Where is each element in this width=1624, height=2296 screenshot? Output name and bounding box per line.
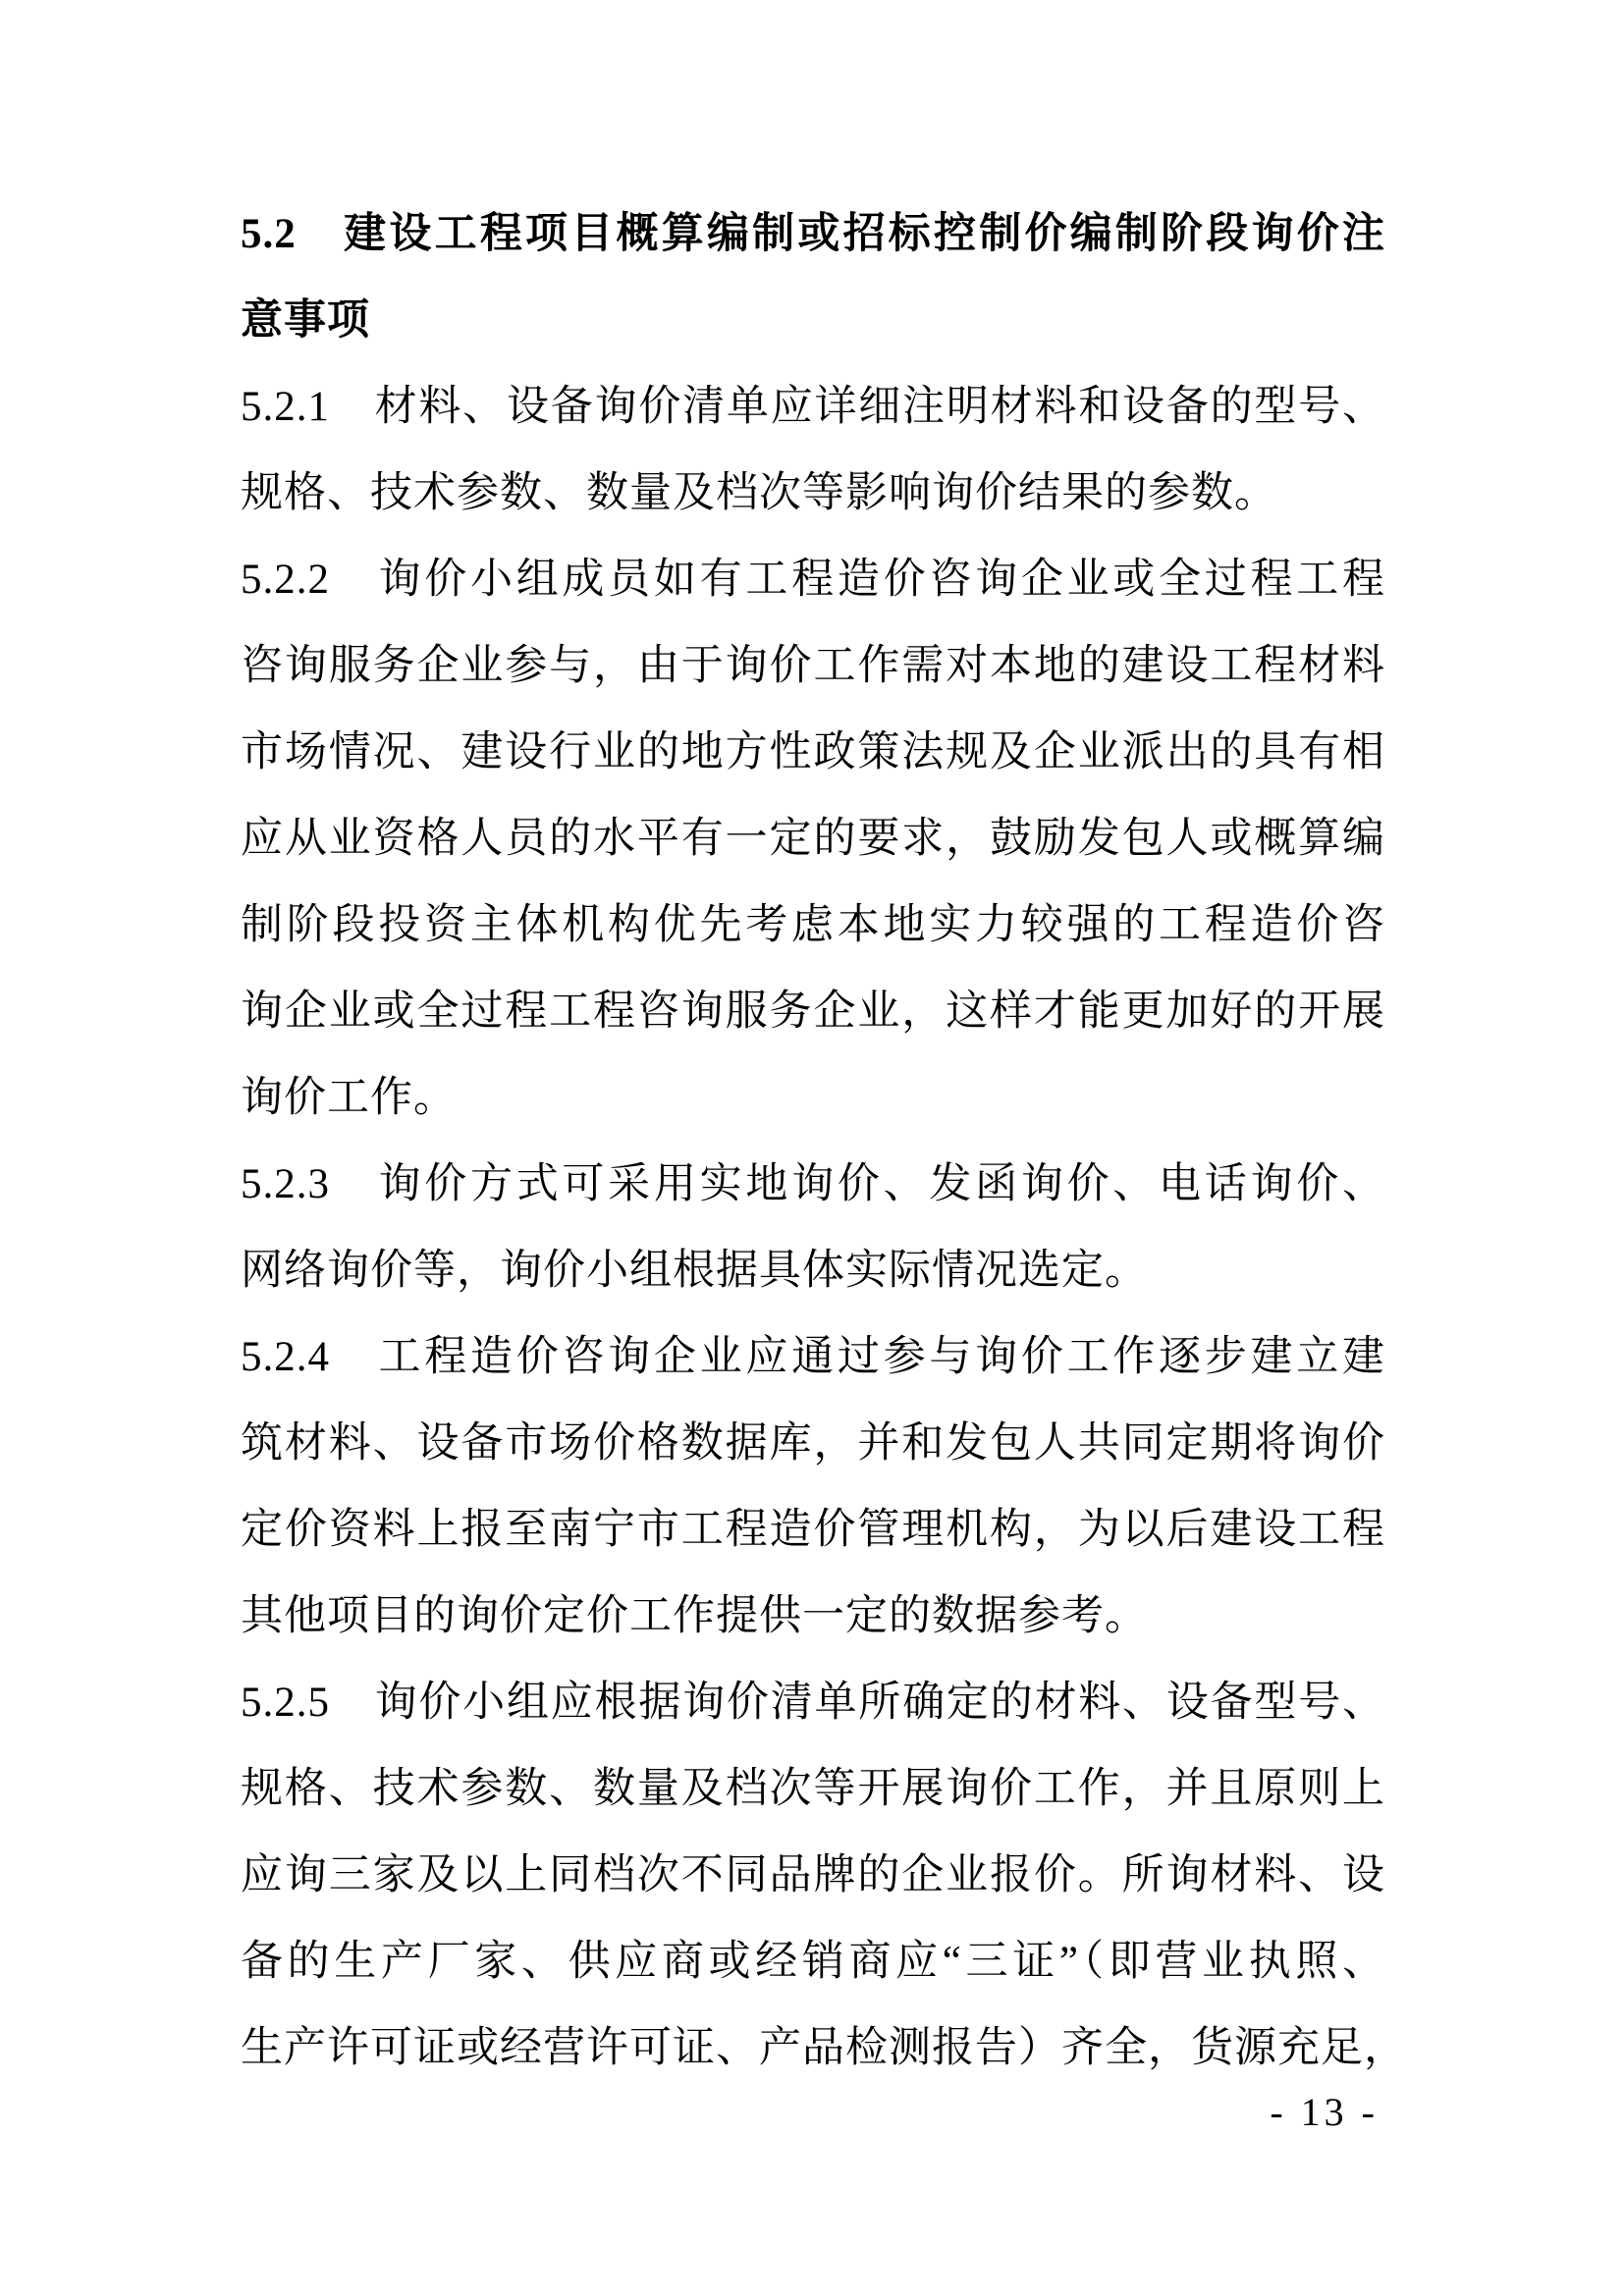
text-line: 规格、技术参数、数量及档次等开展询价工作，并且原则上	[241, 1766, 1385, 1812]
text-line: 应询三家及以上同档次不同品牌的企业报价。所询材料、设	[241, 1852, 1385, 1898]
text-line: 5.2.5 询价小组应根据询价清单所确定的材料、设备型号、	[241, 1680, 1385, 1726]
text-line: 询价工作。	[241, 1075, 457, 1121]
text-line: 应从业资格人员的水平有一定的要求，鼓励发包人或概算编	[241, 816, 1385, 862]
section-heading-line-1: 5.2 建设工程项目概算编制或招标控制价编制阶段询价注	[241, 211, 1385, 257]
text-line: 5.2.1 材料、设备询价清单应详细注明材料和设备的型号、	[241, 384, 1385, 430]
paragraph-5-2-4	[241, 1314, 1385, 1660]
paragraph-5-2-3	[241, 1142, 1385, 1314]
section-heading-line-2: 意事项	[241, 297, 370, 344]
paragraph-5-2-2	[241, 537, 1385, 1142]
text-line: 5.2.4 工程造价咨询企业应通过参与询价工作逐步建立建	[241, 1334, 1385, 1380]
text-line: 生产许可证或经营许可证、产品检测报告）齐全，货源充足，	[241, 2025, 1407, 2071]
text-line: 定价资料上报至南宁市工程造价管理机构，为以后建设工程	[241, 1507, 1385, 1553]
text-line: 备的生产厂家、供应商或经销商应“三证”（即营业执照、	[241, 1939, 1385, 1985]
paragraph-5-2-5	[241, 1660, 1407, 2092]
text-line: 筑材料、设备市场价格数据库，并和发包人共同定期将询价	[241, 1420, 1385, 1467]
text-line: 咨询服务企业参与，由于询价工作需对本地的建设工程材料	[241, 643, 1385, 689]
paragraph-5-2-1	[241, 364, 1385, 537]
text-line: 5.2.3 询价方式可采用实地询价、发函询价、电话询价、	[241, 1161, 1385, 1207]
section-heading	[241, 191, 1385, 364]
document-body	[241, 191, 1407, 2092]
page-number: - 13 -	[1270, 2090, 1379, 2134]
text-line: 询企业或全过程工程咨询服务企业，这样才能更加好的开展	[241, 988, 1385, 1035]
text-line: 其他项目的询价定价工作提供一定的数据参考。	[241, 1593, 1148, 1639]
text-line: 网络询价等，询价小组根据具体实际情况选定。	[241, 1248, 1148, 1294]
text-line: 市场情况、建设行业的地方性政策法规及企业派出的具有相	[241, 729, 1385, 775]
text-line: 规格、技术参数、数量及档次等影响询价结果的参数。	[241, 470, 1277, 516]
text-line: 制阶段投资主体机构优先考虑本地实力较强的工程造价咨	[241, 902, 1385, 948]
text-line: 5.2.2 询价小组成员如有工程造价咨询企业或全过程工程	[241, 557, 1385, 603]
